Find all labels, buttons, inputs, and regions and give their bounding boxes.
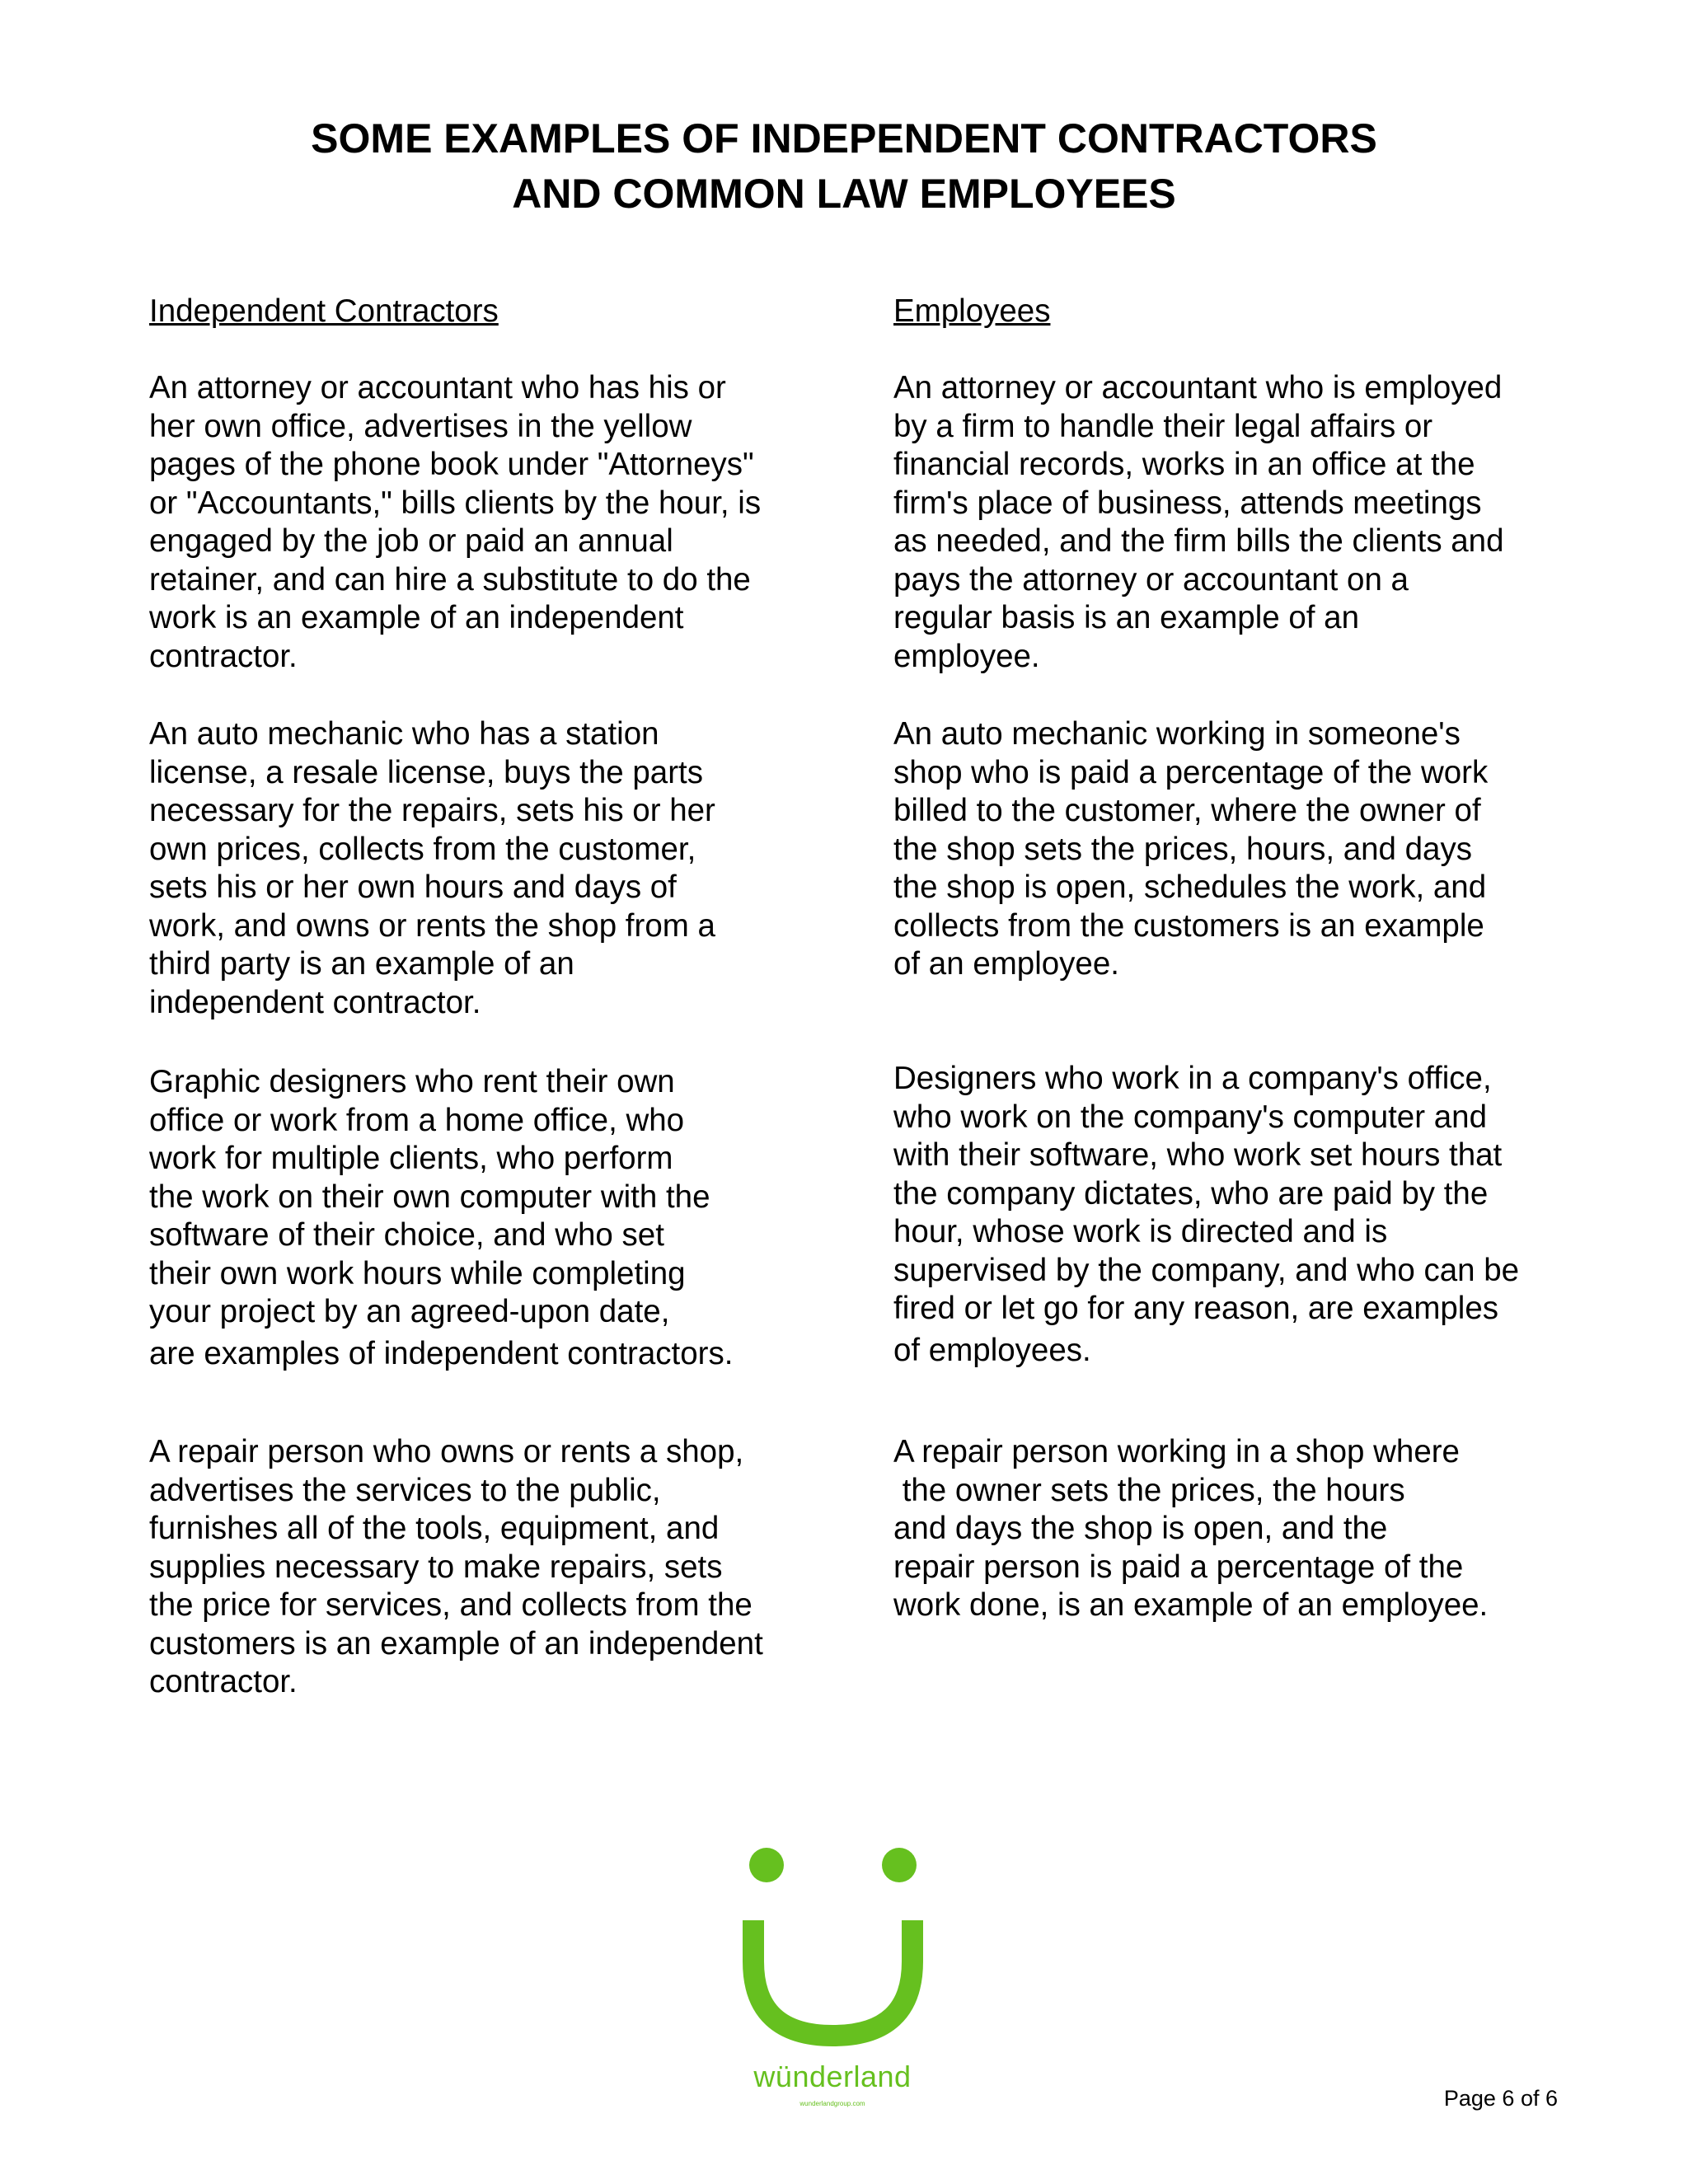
employees-column: [893, 293, 1602, 331]
right-paragraph-1: [893, 369, 1602, 676]
paragraph-line: employee.: [893, 638, 1040, 674]
paragraph-line: advertises the services to the public,: [149, 1472, 661, 1508]
paragraph-line: your project by an agreed-upon date,: [149, 1294, 670, 1329]
paragraph-line: financial records, works in an office at the: [893, 447, 1475, 482]
paragraph-line: repair person is paid a percentage of the: [893, 1549, 1464, 1585]
page-title-line-1: SOME EXAMPLES OF INDEPENDENT CONTRACTORS: [311, 115, 1377, 162]
independent-contractors-heading: Independent Contractors: [149, 293, 499, 329]
page-title: [0, 111, 1688, 222]
left-paragraph-1: [149, 369, 825, 676]
left-paragraph-2: [149, 715, 825, 1022]
independent-contractors-column: [149, 293, 825, 331]
paragraph-line: of an employee.: [893, 946, 1119, 982]
paragraph-line: contractor.: [149, 638, 298, 674]
paragraph-line: regular basis is an example of an: [893, 600, 1359, 635]
paragraph-line: collects from the customers is an example: [893, 907, 1484, 944]
smiley-logo-icon: [734, 1838, 931, 2052]
paragraph-line: own prices, collects from the customer,: [149, 831, 696, 867]
paragraph-line: pages of the phone book under "Attorneys": [149, 447, 754, 482]
paragraph-line: work, and owns or rents the shop from a: [149, 907, 715, 944]
logo-url: wunderlandgroup.com: [799, 2100, 865, 2107]
logo-wordmark: wünderland: [753, 2060, 912, 2093]
paragraph-line: their own work hours while completing: [149, 1255, 686, 1291]
paragraph-line: retainer, and can hire a substitute to do the: [149, 561, 751, 598]
paragraph-line: pays the attorney or accountant on a: [893, 561, 1409, 598]
paragraph-line: office or work from a home office, who: [149, 1102, 685, 1138]
page-number: Page 6 of 6: [1443, 2086, 1558, 2111]
paragraph-line: contractor.: [149, 1664, 298, 1699]
paragraph-line: necessary for the repairs, sets his or her: [149, 793, 715, 828]
employees-heading: Employees: [893, 293, 1051, 329]
paragraph-line: Designers who work in a company's office,: [893, 1061, 1492, 1096]
paragraph-line: the owner sets the prices, the hours: [893, 1472, 1405, 1508]
paragraph-line: Graphic designers who rent their own: [149, 1064, 675, 1099]
right-paragraph-2: [893, 715, 1602, 984]
paragraph-line: software of their choice, and who set: [149, 1217, 664, 1253]
paragraph-line: or "Accountants," bills clients by the hour, is: [149, 485, 762, 521]
paragraph-line: An attorney or accountant who is employed: [893, 370, 1503, 405]
paragraph-line: billed to the customer, where the owner of: [893, 793, 1481, 828]
left-paragraph-4: [149, 1433, 825, 1702]
paragraph-line: her own office, advertises in the yellow: [149, 408, 692, 444]
paragraph-line: hour, whose work is directed and is: [893, 1214, 1388, 1249]
paragraph-line: An auto mechanic working in someone's: [893, 716, 1461, 752]
right-paragraph-4: [893, 1433, 1602, 1625]
wunderland-logo: [734, 1838, 931, 2107]
paragraph-line: independent contractor.: [149, 984, 481, 1020]
paragraph-line: work is an example of an independent: [149, 600, 684, 635]
paragraph-line: who work on the company's computer and: [893, 1099, 1487, 1135]
page-title-line-2: AND COMMON LAW EMPLOYEES: [512, 171, 1176, 217]
paragraph-line: by a firm to handle their legal affairs or: [893, 408, 1433, 444]
paragraph-line: An auto mechanic who has a station: [149, 716, 659, 752]
paragraph-line: are examples of independent contractors.: [149, 1335, 734, 1371]
paragraph-line: the shop is open, schedules the work, and: [893, 869, 1487, 905]
paragraph-line: third party is an example of an: [149, 946, 574, 982]
paragraph-line: A repair person working in a shop where: [893, 1434, 1460, 1469]
paragraph-line: of employees.: [893, 1332, 1091, 1368]
paragraph-line: license, a resale license, buys the parts: [149, 754, 703, 790]
paragraph-line: customers is an example of an independent: [149, 1625, 763, 1661]
left-paragraph-3: [149, 1063, 825, 1373]
paragraph-line: supervised by the company, and who can be: [893, 1252, 1520, 1288]
paragraph-line: the shop sets the prices, hours, and days: [893, 831, 1472, 867]
paragraph-line: engaged by the job or paid an annual: [149, 523, 673, 559]
paragraph-line: with their software, who work set hours that: [893, 1137, 1503, 1173]
paragraph-line: the work on their own computer with the: [149, 1179, 710, 1215]
paragraph-line: furnishes all of the tools, equipment, and: [149, 1511, 720, 1546]
paragraph-line: as needed, and the firm bills the clients and: [893, 523, 1504, 559]
right-paragraph-3: [893, 1060, 1602, 1370]
paragraph-line: A repair person who owns or rents a shop,: [149, 1434, 744, 1469]
paragraph-line: fired or let go for any reason, are examples: [893, 1291, 1499, 1326]
paragraph-line: work done, is an example of an employee.: [893, 1587, 1489, 1623]
paragraph-line: firm's place of business, attends meetings: [893, 485, 1482, 521]
paragraph-line: supplies necessary to make repairs, sets: [149, 1549, 723, 1585]
paragraph-line: An attorney or accountant who has his or: [149, 370, 726, 405]
paragraph-line: and days the shop is open, and the: [893, 1511, 1388, 1546]
paragraph-line: the company dictates, who are paid by the: [893, 1175, 1489, 1212]
paragraph-line: shop who is paid a percentage of the work: [893, 754, 1489, 790]
paragraph-line: work for multiple clients, who perform: [149, 1141, 673, 1176]
paragraph-line: the price for services, and collects from the: [149, 1587, 753, 1623]
paragraph-line: sets his or her own hours and days of: [149, 869, 677, 905]
